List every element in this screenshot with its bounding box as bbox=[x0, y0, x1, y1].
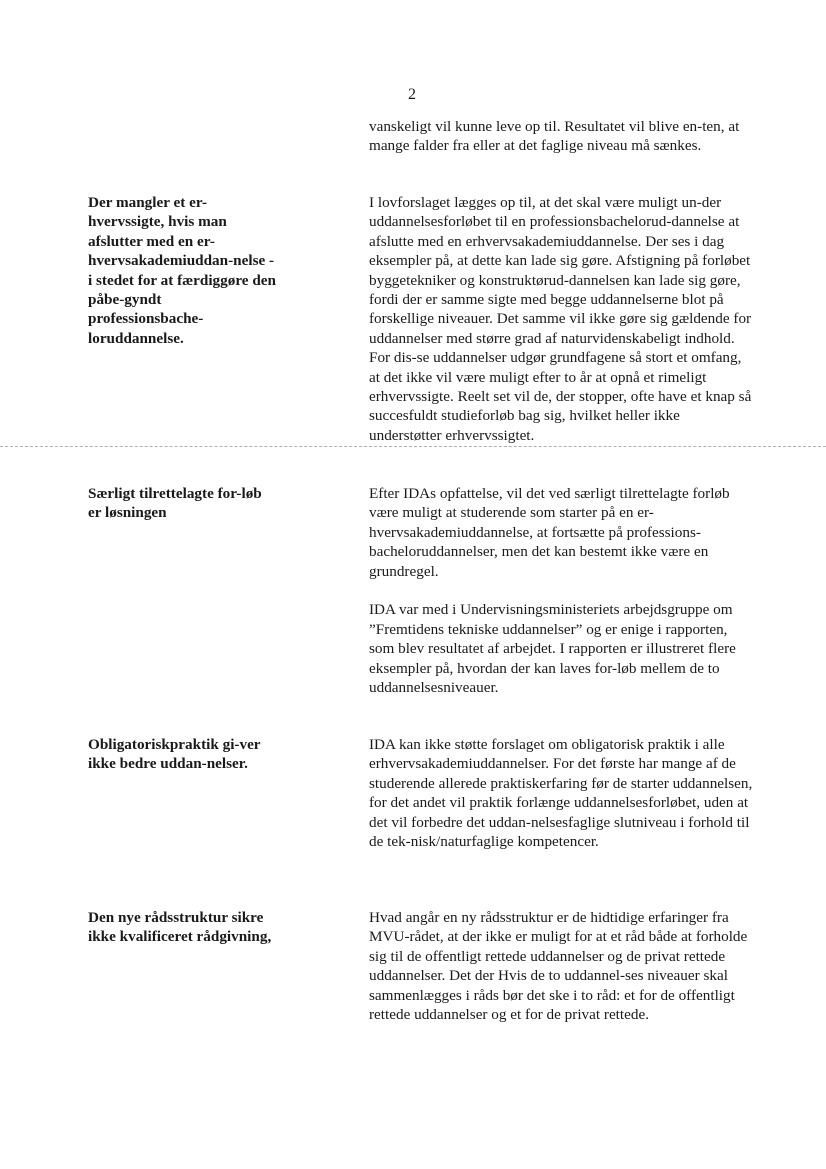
section-3-heading: Obligatoriskpraktik gi-ver ikke bedre uddan-nelser. bbox=[88, 736, 261, 773]
section-3-body bbox=[369, 735, 753, 871]
section-2-paragraph-1: Efter IDAs opfattelse, vil det ved særligt tilrettelagte forløb være muligt at studerende som starter på en er-hvervsakademiuddannelse, at fortsætte på professions-bacheloruddannelser, men det kan bestemt ikke være en grundregel. bbox=[369, 485, 730, 580]
section-1-heading: Der mangler et er-hvervssigte, hvis man afslutter med en er-hvervsakademiuddan-nelse - i stedet for at færdiggøre den påbe-gyndt professionsbache-loruddannelse. bbox=[88, 194, 276, 347]
section-1-paragraph-1: I lovforslaget lægges op til, at det skal være muligt un-der uddannelsesforløbet til en professionsbachelorud-dannelse at afslutte med en erhvervsakademiuddannelse. Der ses i dag eksempler på, at dette kan lade sig gøre. Afstigning på forløbet byggetekniker og konstruktørud-dannelsen kan lade sig gøre, fordi der er samme sigte med begge uddannelserne blot på forskellige niveauer. Det samme vil ikke gøre sig gældende for uddannelser med større grad af naturvidenskabeligt indhold. For dis-se uddannelser udgør grundfagene så stort et omfang, at det ikke vil være muligt efter to år at opnå et rimeligt erhvervssigte. Reelt set vil de, der stopper, ofte have et knap så succesfuldt studieforløb bag sig, hvilket heller ikke understøtter erhvervssigtet. bbox=[369, 194, 752, 444]
section-4-heading: Den nye rådsstruktur sikre ikke kvalificeret rådgivning, bbox=[88, 909, 272, 946]
paragraph: vanskeligt vil kunne leve op til. Resultatet vil blive en-ten, at mange falder fra eller at det faglige niveau må sænkes. bbox=[369, 118, 740, 155]
section-2-heading: Særligt tilrettelagte for-løb er løsningen bbox=[88, 485, 262, 522]
page-number: 2 bbox=[408, 86, 416, 103]
section-2-body bbox=[369, 484, 753, 717]
carryover-paragraph bbox=[369, 117, 753, 175]
section-1-body bbox=[369, 193, 753, 465]
scan-artifact-line bbox=[0, 446, 826, 447]
section-4-paragraph-1: Hvad angår en ny rådsstruktur er de hidtidige erfaringer fra MVU-rådet, at der ikke er muligt for at et råd både at forholde sig til de offentligt rettede uddannelser og de privat rettede uddannelser. Det der Hvis de to uddannel-ses niveauer skal sammenlægges i råds bør det ske i to råd: et for de offentligt rettede uddannelser og et for de privat rettede. bbox=[369, 909, 748, 1024]
section-3-paragraph-1: IDA kan ikke støtte forslaget om obligatorisk praktik i alle erhvervsakademiuddannelser. For det første har mange af de studerende allerede praktiskerfaring før de starter uddannelsen, for det andet vil praktik forlænge uddannelsesforløbet, uden at det vil forbedre det uddan-nelsesfaglige slutniveau i forhold til de tek-nisk/naturfaglige kompetencer. bbox=[369, 736, 753, 851]
section-2-paragraph-2: IDA var med i Undervisningsministeriets arbejdsgruppe om ”Fremtidens tekniske uddannelser” og er enige i rapporten, som blev resultatet af arbejdet. I rapporten er illustreret flere eksempler på, hvordan der kan laves for-løb mellem de to uddannelsesniveauer. bbox=[369, 601, 736, 697]
section-4-body bbox=[369, 908, 753, 1044]
